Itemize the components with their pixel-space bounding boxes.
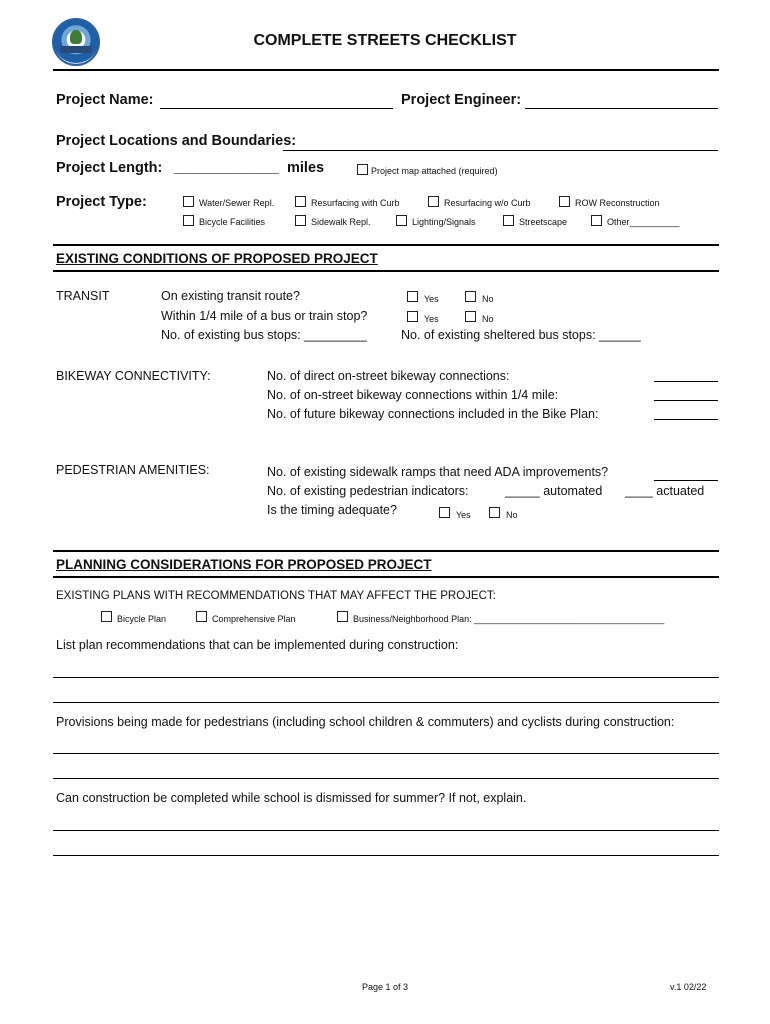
- type-checkbox[interactable]: [559, 196, 570, 207]
- type-option: Resurfacing w/o Curb: [444, 198, 531, 208]
- project-locations-field[interactable]: [283, 150, 718, 151]
- project-length-field[interactable]: _____________: [174, 160, 279, 176]
- project-type-label: Project Type:: [56, 194, 147, 210]
- answer-line[interactable]: [53, 830, 719, 831]
- section-rule: [53, 244, 719, 246]
- type-checkbox[interactable]: [295, 215, 306, 226]
- project-name-label: Project Name:: [56, 92, 154, 108]
- bicycle-plan-checkbox[interactable]: [101, 611, 112, 622]
- pedestrian-q1-field[interactable]: [654, 480, 718, 481]
- yes-label: Yes: [424, 314, 439, 324]
- pedestrian-q1: No. of existing sidewalk ramps that need ADA improvements?: [267, 465, 609, 479]
- header-rule: [53, 69, 719, 71]
- answer-line[interactable]: [53, 753, 719, 754]
- transit-q2-yes-checkbox[interactable]: [407, 311, 418, 322]
- type-checkbox[interactable]: [183, 215, 194, 226]
- type-checkbox[interactable]: [591, 215, 602, 226]
- comprehensive-plan-checkbox[interactable]: [196, 611, 207, 622]
- type-option: Lighting/Signals: [412, 217, 476, 227]
- existing-conditions-heading: EXISTING CONDITIONS OF PROPOSED PROJECT: [56, 251, 378, 266]
- type-option: Sidewalk Repl.: [311, 217, 371, 227]
- type-option: Streetscape: [519, 217, 568, 227]
- answer-line[interactable]: [53, 677, 719, 678]
- summer-question: Can construction be completed while school is dismissed for summer? If not, explain.: [56, 791, 527, 805]
- transit-q4: No. of existing sheltered bus stops: ______: [401, 328, 641, 342]
- type-option: Other__________: [607, 217, 680, 227]
- type-checkbox[interactable]: [295, 196, 306, 207]
- type-checkbox[interactable]: [428, 196, 439, 207]
- transit-q1: On existing transit route?: [161, 289, 300, 303]
- planning-heading: PLANNING CONSIDERATIONS FOR PROPOSED PROJECT: [56, 557, 432, 572]
- answer-line[interactable]: [53, 702, 719, 703]
- bikeway-q3: No. of future bikeway connections included in the Bike Plan:: [267, 407, 599, 421]
- section-rule: [53, 576, 719, 578]
- bikeway-q3-field[interactable]: [654, 419, 718, 420]
- answer-line[interactable]: [53, 855, 719, 856]
- version-label: v.1 02/22: [670, 982, 707, 992]
- automated-field[interactable]: _____ automated: [505, 484, 603, 498]
- actuated-field[interactable]: ____ actuated: [625, 484, 705, 498]
- project-length-label: Project Length:: [56, 160, 163, 176]
- bikeway-q1-field[interactable]: [654, 381, 718, 382]
- page-number: Page 1 of 3: [361, 982, 409, 992]
- plan-option: Comprehensive Plan: [212, 614, 296, 624]
- type-option: Water/Sewer Repl.: [199, 198, 275, 208]
- page-title: COMPLETE STREETS CHECKLIST: [253, 32, 517, 49]
- transit-q1-yes-checkbox[interactable]: [407, 291, 418, 302]
- no-label: No: [482, 314, 494, 324]
- project-name-field[interactable]: [160, 108, 393, 109]
- section-rule: [53, 270, 719, 272]
- yes-label: Yes: [424, 294, 439, 304]
- provisions-question: Provisions being made for pedestrians (including school children & commuters) and cyclists during construction:: [56, 715, 675, 729]
- transit-q3: No. of existing bus stops: _________: [161, 328, 367, 342]
- transit-q2: Within 1/4 mile of a bus or train stop?: [161, 309, 368, 323]
- bikeway-q1: No. of direct on-street bikeway connections:: [267, 369, 510, 383]
- type-option: Resurfacing with Curb: [311, 198, 400, 208]
- project-engineer-label: Project Engineer:: [401, 92, 522, 108]
- pedestrian-label: PEDESTRIAN AMENITIES:: [56, 463, 210, 477]
- existing-plans-label: EXISTING PLANS WITH RECOMMENDATIONS THAT MAY AFFECT THE PROJECT:: [56, 590, 496, 602]
- type-checkbox[interactable]: [183, 196, 194, 207]
- recommendations-question: List plan recommendations that can be implemented during construction:: [56, 638, 459, 652]
- answer-line[interactable]: [53, 778, 719, 779]
- transit-q2-no-checkbox[interactable]: [465, 311, 476, 322]
- project-locations-label: Project Locations and Boundaries:: [56, 133, 297, 149]
- bikeway-q2: No. of on-street bikeway connections within 1/4 mile:: [267, 388, 559, 402]
- bikeway-q2-field[interactable]: [654, 400, 718, 401]
- type-checkbox[interactable]: [396, 215, 407, 226]
- project-engineer-field[interactable]: [525, 108, 718, 109]
- no-label: No: [482, 294, 494, 304]
- timing-yes-checkbox[interactable]: [439, 507, 450, 518]
- yes-label: Yes: [456, 510, 471, 520]
- bikeway-label: BIKEWAY CONNECTIVITY:: [56, 369, 211, 383]
- timing-no-checkbox[interactable]: [489, 507, 500, 518]
- business-plan-checkbox[interactable]: [337, 611, 348, 622]
- pedestrian-q3: Is the timing adequate?: [267, 503, 397, 517]
- transit-q1-no-checkbox[interactable]: [465, 291, 476, 302]
- map-attached-checkbox[interactable]: [357, 164, 368, 175]
- map-attached-label: Project map attached (required): [371, 166, 498, 176]
- section-rule: [53, 550, 719, 552]
- miles-unit: miles: [287, 160, 325, 176]
- pedestrian-q2: No. of existing pedestrian indicators:: [267, 484, 469, 498]
- type-option: ROW Reconstruction: [575, 198, 660, 208]
- transit-label: TRANSIT: [56, 289, 110, 303]
- plan-option: Business/Neighborhood Plan: ______________________________________: [353, 614, 665, 624]
- plan-option: Bicycle Plan: [117, 614, 167, 624]
- type-option: Bicycle Facilities: [199, 217, 266, 227]
- no-label: No: [506, 510, 518, 520]
- type-checkbox[interactable]: [503, 215, 514, 226]
